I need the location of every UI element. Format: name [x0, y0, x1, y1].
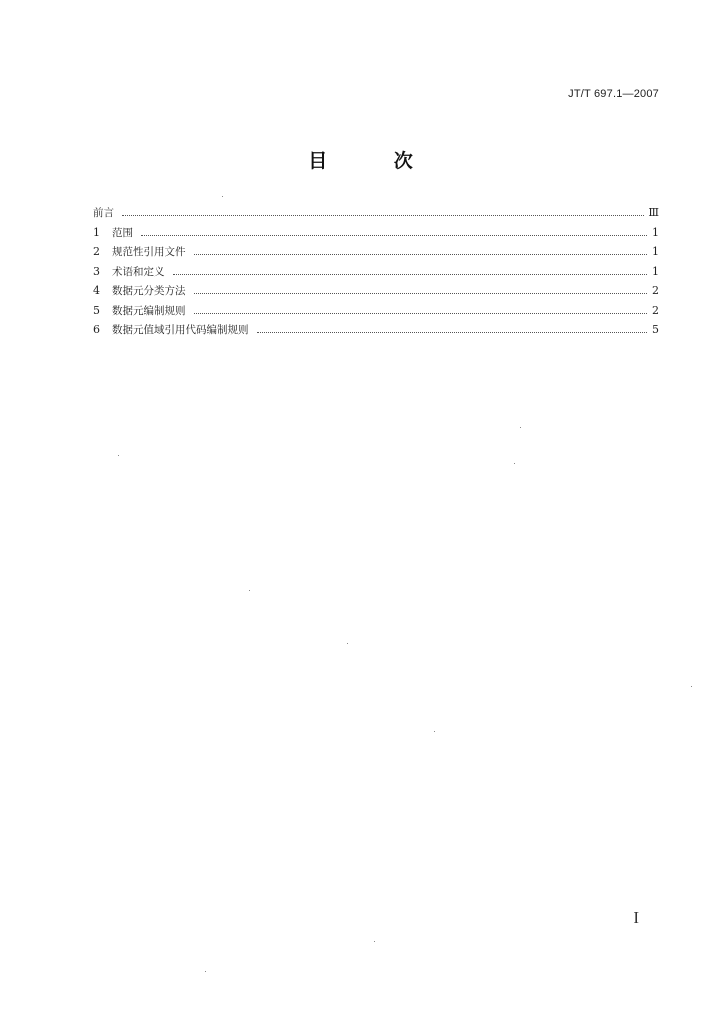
dot-leader	[194, 312, 648, 314]
toc-entry-label: 术语和定义	[112, 265, 165, 278]
toc-entry-number: 6	[93, 323, 100, 336]
dot-leader	[194, 253, 648, 255]
scan-speck	[374, 941, 375, 942]
toc-entry-classification-method[interactable]	[93, 283, 659, 303]
toc-entry-normative-references[interactable]	[93, 244, 659, 264]
document-code: JT/T 697.1—2007	[568, 88, 659, 100]
toc-entry-foreword[interactable]	[93, 205, 659, 225]
toc-entry-label: 规范性引用文件	[112, 246, 186, 258]
toc-entry-terms-definitions[interactable]	[93, 264, 659, 284]
toc-entry-label: 数据元分类方法	[112, 285, 186, 297]
toc-entry-number: 4	[93, 284, 100, 297]
scan-speck	[118, 455, 119, 456]
dot-leader	[194, 292, 648, 294]
toc-entry-page: 1	[652, 245, 659, 258]
toc-entry-label: 范围	[112, 226, 133, 239]
toc-entry-page: 5	[652, 323, 659, 336]
toc-entry-page: 1	[652, 264, 659, 278]
toc-entry-value-domain-code-rules[interactable]	[93, 322, 659, 342]
scan-speck	[520, 427, 521, 428]
toc-entry-label: 数据元值域引用代码编制规则	[112, 324, 249, 336]
toc-entry-number: 5	[93, 303, 100, 317]
toc-entry-scope[interactable]	[93, 225, 659, 245]
dot-leader	[141, 234, 647, 236]
page-number: I	[633, 908, 639, 927]
toc-entry-page: 2	[652, 284, 659, 297]
toc-entry-page: 1	[652, 225, 659, 239]
dot-leader	[257, 331, 648, 333]
toc-entry-number: 1	[93, 225, 100, 239]
toc-entry-label: 前言	[93, 207, 114, 219]
toc-list	[93, 205, 659, 342]
scan-speck	[249, 590, 250, 591]
scan-speck	[347, 643, 348, 644]
scan-speck	[691, 686, 692, 687]
toc-entry-page: 2	[652, 303, 659, 317]
toc-entry-number: 2	[93, 245, 100, 258]
dot-leader	[173, 273, 648, 275]
scan-speck	[434, 731, 435, 732]
scan-speck	[205, 971, 206, 972]
toc-entry-number: 3	[93, 264, 100, 278]
dot-leader	[122, 214, 644, 216]
scan-speck	[514, 463, 515, 464]
toc-entry-label: 数据元编制规则	[112, 304, 186, 317]
toc-entry-page: Ⅲ	[648, 206, 659, 219]
toc-entry-compilation-rules[interactable]	[93, 303, 659, 323]
scan-speck	[222, 196, 223, 197]
toc-title: 目 次	[308, 150, 443, 172]
